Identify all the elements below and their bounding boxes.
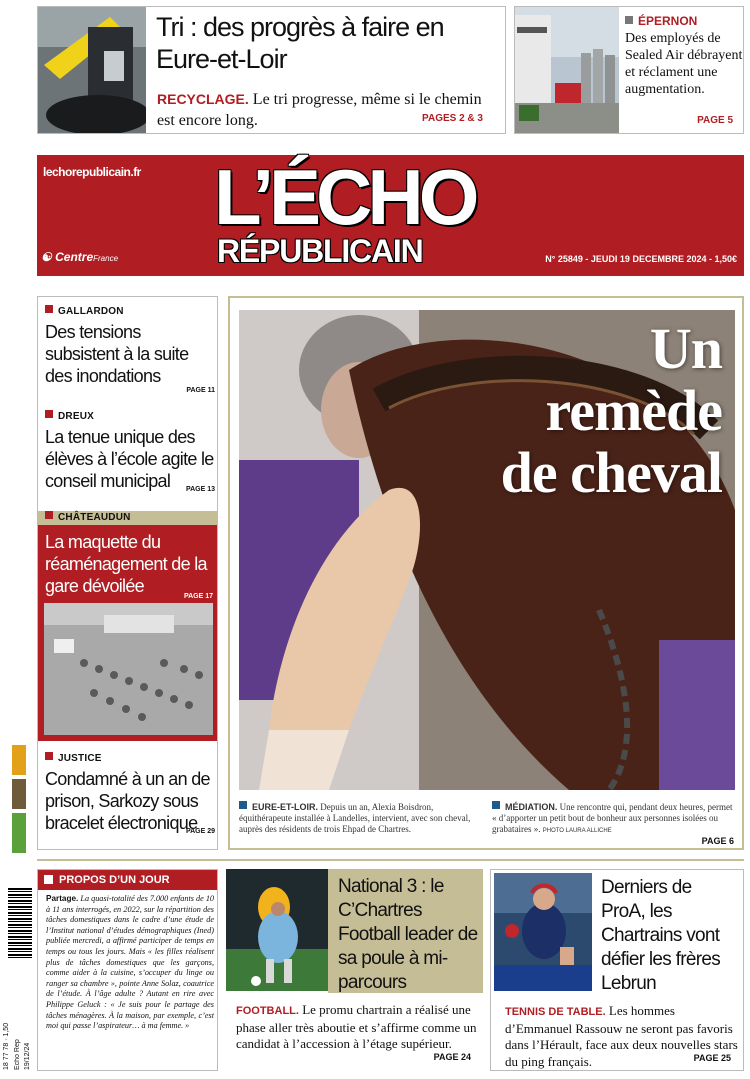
factory-photo [515, 7, 619, 134]
teaser-epernon[interactable] [514, 6, 744, 134]
issue-info: N° 25849 - JEUDI 19 DECEMBRE 2024 - 1,50€ [545, 254, 737, 264]
recycle-logo [12, 745, 26, 775]
propos-header: PROPOS D’UN JOUR [38, 870, 218, 890]
sidebar-kicker: GALLARDON [45, 305, 215, 317]
teaser-recyclage[interactable] [37, 6, 506, 134]
masthead-title-top: L’ÉCHO [214, 153, 475, 241]
sidebar-title: La tenue unique des élèves à l’école agite le conseil municipal [45, 427, 214, 491]
football-photo [226, 869, 328, 991]
teaser-page: PAGES 2 & 3 [422, 113, 483, 124]
barcode [8, 888, 32, 958]
sidebar-kicker: DREUX [45, 410, 215, 422]
sidebar [37, 296, 218, 850]
football-box[interactable] [226, 869, 483, 1071]
football-headline: National 3 : le C’Chartres Football leader de sa poule à mi-parcours [338, 876, 478, 993]
tennis-text: TENNIS DE TABLE. Les hommes d’Emmanuel Rassouw ne seront pas favoris dans l’Hérault, face aux deux nouvelles stars du ping français. [505, 1003, 738, 1069]
teaser-kicker: RECYCLAGE. [157, 91, 249, 107]
teaser-epernon-text: Des employés de Sealed Air débrayent et réclament une augmentation. [625, 31, 743, 97]
sidebar-item-chateaudun[interactable] [38, 511, 218, 741]
teaser-body: Le tri progresse, même si le chemin est encore long. [157, 91, 482, 129]
teaser-epernon-page: PAGE 5 [697, 115, 733, 126]
sidebar-kicker: JUSTICE [45, 752, 215, 764]
main-col1: EURE-ET-LOIR. Depuis un an, Alexia Boisdron, équithérapeute installée à Landelles, intervient, avec son cheval, auprès des résidents de trois Ehpad de Chartres. [239, 802, 471, 834]
main-story[interactable] [228, 296, 744, 850]
masthead-title-bottom: RÉPUBLICAIN [217, 233, 423, 269]
sidebar-title: Condamné à un an de prison, Sarkozy sous bracelet électronique [45, 769, 210, 833]
teaser-headline: Tri : des progrès à faire en Eure-et-Loir [156, 12, 444, 74]
sidebar-kicker: CHÂTEAUDUN [38, 511, 218, 525]
barcode-line2: 19/12/24 [24, 1042, 31, 1070]
barcode-line1: Echo Rep [14, 1039, 21, 1070]
football-text: FOOTBALL. Le promu chartrain a réalisé une phase aller très aboutie et s’affirme comme un candidat à l’accession à l’étage supérieur. [236, 1002, 477, 1051]
station-model-photo [44, 603, 213, 735]
tennis-box[interactable] [490, 869, 744, 1071]
sidebar-item-gallardon[interactable] [45, 305, 215, 394]
sidebar-page: PAGE 11 [186, 387, 215, 394]
centre-france-logo: ☯ CentreFrance [41, 250, 119, 264]
sidebar-page: PAGE 29 [185, 828, 215, 835]
sidebar-page: PAGE 13 [185, 486, 215, 493]
sidebar-item-justice[interactable] [45, 752, 215, 835]
barcode-code: 18 77 78 · 1,50 [3, 1022, 10, 1070]
teaser-epernon-kicker: ÉPERNON [625, 14, 697, 28]
main-col2: MÉDIATION. Une rencontre qui, pendant deux heures, permet « d’apporter un petit bout de bonheur aux personnes isolées ou grabataires ». PHOTO LAURA ALLICHE [492, 802, 733, 834]
tennis-page: PAGE 25 [693, 1053, 731, 1063]
margin-logos [12, 745, 30, 865]
main-headline: Un remède de cheval [500, 316, 722, 505]
tennis-photo [494, 873, 592, 991]
recycling-photo [38, 7, 146, 134]
sidebar-title: La maquette du réaménagement de la gare dévoilée [45, 532, 207, 596]
divider [37, 859, 744, 861]
masthead-url[interactable]: lechorepublicain.fr [43, 165, 141, 179]
main-page: PAGE 6 [701, 836, 734, 846]
centre-france-icon: ☯ [41, 250, 52, 264]
football-page: PAGE 24 [433, 1052, 471, 1062]
propos-box[interactable] [37, 869, 218, 1071]
sidebar-title: Des tensions subsistent à la suite des inondations [45, 322, 189, 386]
tennis-headline: Derniers de ProA, les Chartrains vont défier les frères Lebrun [601, 877, 721, 994]
football-headline-panel [328, 869, 483, 993]
triman-logo [12, 779, 26, 809]
sidebar-item-dreux[interactable] [45, 410, 215, 493]
propos-text: Partage. La quasi-totalité des 7.000 enfants de 10 à 11 ans interrogés, en 2022, sur la répartition des tâches domestiques dans le cadre d’une étude de l’Institut national d’études démographiques (Ined) publiée mercredi, a affirmé participer de temps en temps ou tous les jours. Mais « les filles réalisent plus de tâches domestiques que les garçons, comme aider à la cuisine, s’occuper du linge ou ranger sa chambre », pointe Anne Solaz, coautrice de l’étude. À l’âge adulte ? Autant en rire avec Philippe Geluck : « Je suis pour le partage des tâches ménagères. À la maison, par exemple, c’est moi qui passe l’aspirateur… à ma femme. » [46, 894, 215, 1031]
imprim-vert-logo [12, 813, 26, 853]
sidebar-page: PAGE 17 [183, 593, 213, 600]
teaser-text [157, 89, 487, 131]
masthead [37, 155, 744, 276]
